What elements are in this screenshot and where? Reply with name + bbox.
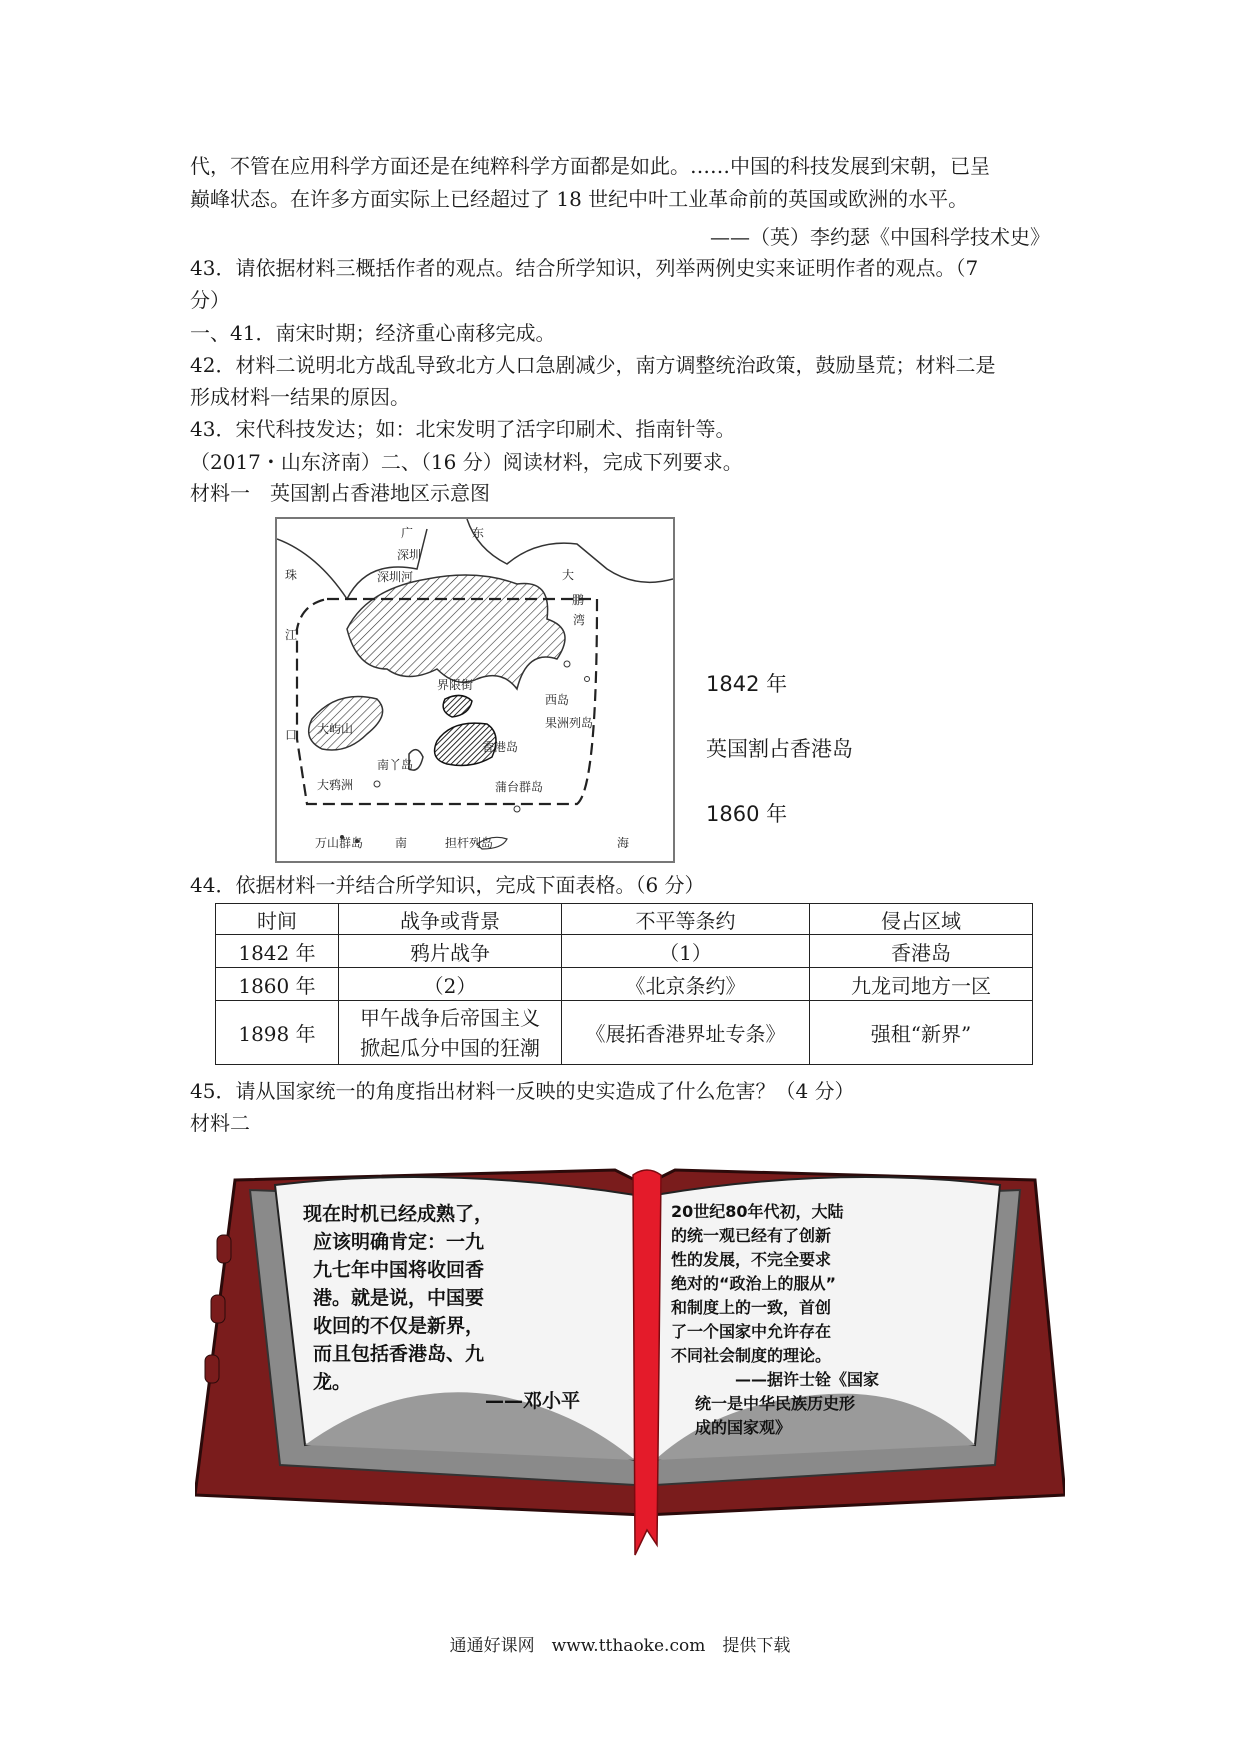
map-label-lantau: 大屿山 [317, 722, 354, 736]
table-header: 侵占区域 [810, 904, 1033, 935]
book-left-line: 应该明确肯定：一九 [313, 1231, 485, 1253]
map-label-kou: 口 [285, 728, 298, 742]
answer-42-line-2: 形成材料一结果的原因。 [190, 385, 410, 409]
book-right-line: 统一是中华民族历史形 [695, 1394, 856, 1413]
map-label-boundary-street: 界限街 [437, 678, 474, 692]
legend-desc-1842: 英国割占香港岛 [706, 737, 853, 761]
table-cell-region: 九龙司地方一区 [810, 968, 1033, 1001]
table-row [216, 968, 1033, 1001]
table-row [216, 935, 1033, 968]
table-cell-time: 1860 年 [216, 968, 339, 1001]
book-left-line: 九七年中国将收回香 [313, 1259, 485, 1281]
table-header-row [216, 904, 1033, 935]
map-label-da: 大 [562, 568, 575, 582]
legend-year-1842: 1842 年 [706, 672, 788, 696]
material-1-title: 材料一 英国割占香港地区示意图 [190, 481, 490, 505]
table-cell-treaty: 《北京条约》 [562, 968, 810, 1001]
table-cell-time: 1898 年 [216, 1001, 339, 1065]
map-label-peng: 鹏 [572, 593, 585, 607]
book-right-line: 和制度上的一致，首创 [671, 1298, 832, 1317]
intro-line-1: 代，不管在应用科学方面还是在纯粹科学方面都是如此。……中国的科技发展到宋朝，已呈 [190, 154, 990, 178]
map-label-potoi: 蒲台群岛 [495, 780, 544, 794]
open-book-illustration [195, 1145, 1065, 1575]
question-45: 45．请从国家统一的角度指出材料一反映的史实造成了什么危害？（4 分） [190, 1079, 855, 1103]
table-cell-war [339, 1001, 562, 1065]
book-left-line: 龙。 [313, 1371, 352, 1393]
treaty-table [215, 903, 1033, 1065]
table-cell-time: 1842 年 [216, 935, 339, 968]
legend-year-1860: 1860 年 [706, 802, 788, 826]
map-label-guang: 广 [401, 526, 414, 540]
map-label-west-island: 西岛 [545, 693, 570, 707]
book-right-line: 成的国家观》 [695, 1418, 792, 1437]
table-row [216, 1001, 1033, 1065]
intro-source: ——（英）李约瑟《中国科学技术史》 [710, 225, 1050, 249]
table-header: 战争或背景 [339, 904, 562, 935]
map-label-shenzhen-river: 深圳河 [377, 570, 414, 584]
book-right-line: 性的发展，不完全要求 [671, 1250, 832, 1269]
map-label-dayanzhou: 大鸦洲 [317, 778, 354, 792]
table-cell-war: （2） [339, 968, 562, 1001]
question-43-line-1: 43．请依据材料三概括作者的观点。结合所学知识，列举两例史实来证明作者的观点。（7 [190, 256, 979, 280]
intro-line-2: 巅峰状态。在许多方面实际上已经超过了 18 世纪中叶工业革命前的英国或欧洲的水平。 [190, 187, 969, 211]
map-label-nan: 南 [395, 836, 408, 850]
book-right-line: ——据许士铨《国家 [735, 1370, 880, 1389]
book-right-line: 绝对的“政治上的服从” [671, 1274, 837, 1293]
table-cell-region: 香港岛 [810, 935, 1033, 968]
table-cell-war: 鸦片战争 [339, 935, 562, 968]
table-cell-war-line-1: 甲午战争后帝国主义 [360, 1005, 540, 1030]
map-label-jiang: 江 [285, 628, 298, 642]
map-label-ninepin-islands: 果洲列岛 [545, 716, 594, 730]
table-header: 不平等条约 [562, 904, 810, 935]
material-2-title: 材料二 [190, 1111, 250, 1135]
book-left-line: 现在时机已经成熟了， [303, 1203, 494, 1225]
section-2-heading: （2017・山东济南）二、（16 分）阅读材料，完成下列要求。 [190, 450, 743, 474]
map-label-hai: 海 [617, 836, 630, 850]
map-label-wanshan: 万山群岛 [315, 836, 364, 850]
map-label-dangan: 担杆列岛 [445, 836, 494, 850]
map-label-shenzhen: 深圳 [397, 548, 422, 562]
map-label-zhu: 珠 [285, 568, 298, 582]
map-label-wan: 湾 [573, 613, 586, 627]
table-cell-war-line-2: 掀起瓜分中国的狂潮 [360, 1035, 540, 1060]
answer-43: 43．宋代科技发达；如：北宋发明了活字印刷术、指南针等。 [190, 417, 736, 441]
page-footer: 通通好课网 www.tthaoke.com 提供下载 [449, 1636, 791, 1656]
table-cell-treaty: （1） [562, 935, 810, 968]
question-43-line-2: 分） [190, 288, 230, 312]
book-left-line: 而且包括香港岛、九 [313, 1343, 485, 1365]
table-cell-treaty: 《展拓香港界址专条》 [562, 1001, 810, 1065]
book-right-line: 了一个国家中允许存在 [671, 1322, 832, 1341]
new-territories-area [347, 575, 565, 689]
book-right-line: 的统一观已经有了创新 [671, 1226, 832, 1245]
book-left-line: 收回的不仅是新界， [313, 1315, 485, 1337]
answer-41: 一、41．南宋时期；经济重心南移完成。 [190, 321, 556, 345]
book-left-author: ——邓小平 [485, 1390, 581, 1412]
bookmark-ribbon [633, 1170, 661, 1555]
book-left-line: 港。就是说，中国要 [313, 1287, 485, 1309]
book-right-line: 20世纪80年代初，大陆 [671, 1202, 844, 1221]
answer-42-line-1: 42．材料二说明北方战乱导致北方人口急剧减少，南方调整统治政策，鼓励垦荒；材料二是 [190, 353, 996, 377]
question-44: 44．依据材料一并结合所学知识，完成下面表格。（6 分） [190, 873, 705, 897]
book-right-line: 不同社会制度的理论。 [671, 1346, 832, 1365]
map-label-lamma: 南丫岛 [377, 758, 414, 772]
hong-kong-map [275, 517, 675, 863]
map-label-hong-kong-island: 香港岛 [482, 740, 519, 754]
kowloon-area [443, 695, 472, 717]
table-header: 时间 [216, 904, 339, 935]
table-cell-region: 强租“新界” [810, 1001, 1033, 1065]
map-label-dong: 东 [472, 526, 485, 540]
